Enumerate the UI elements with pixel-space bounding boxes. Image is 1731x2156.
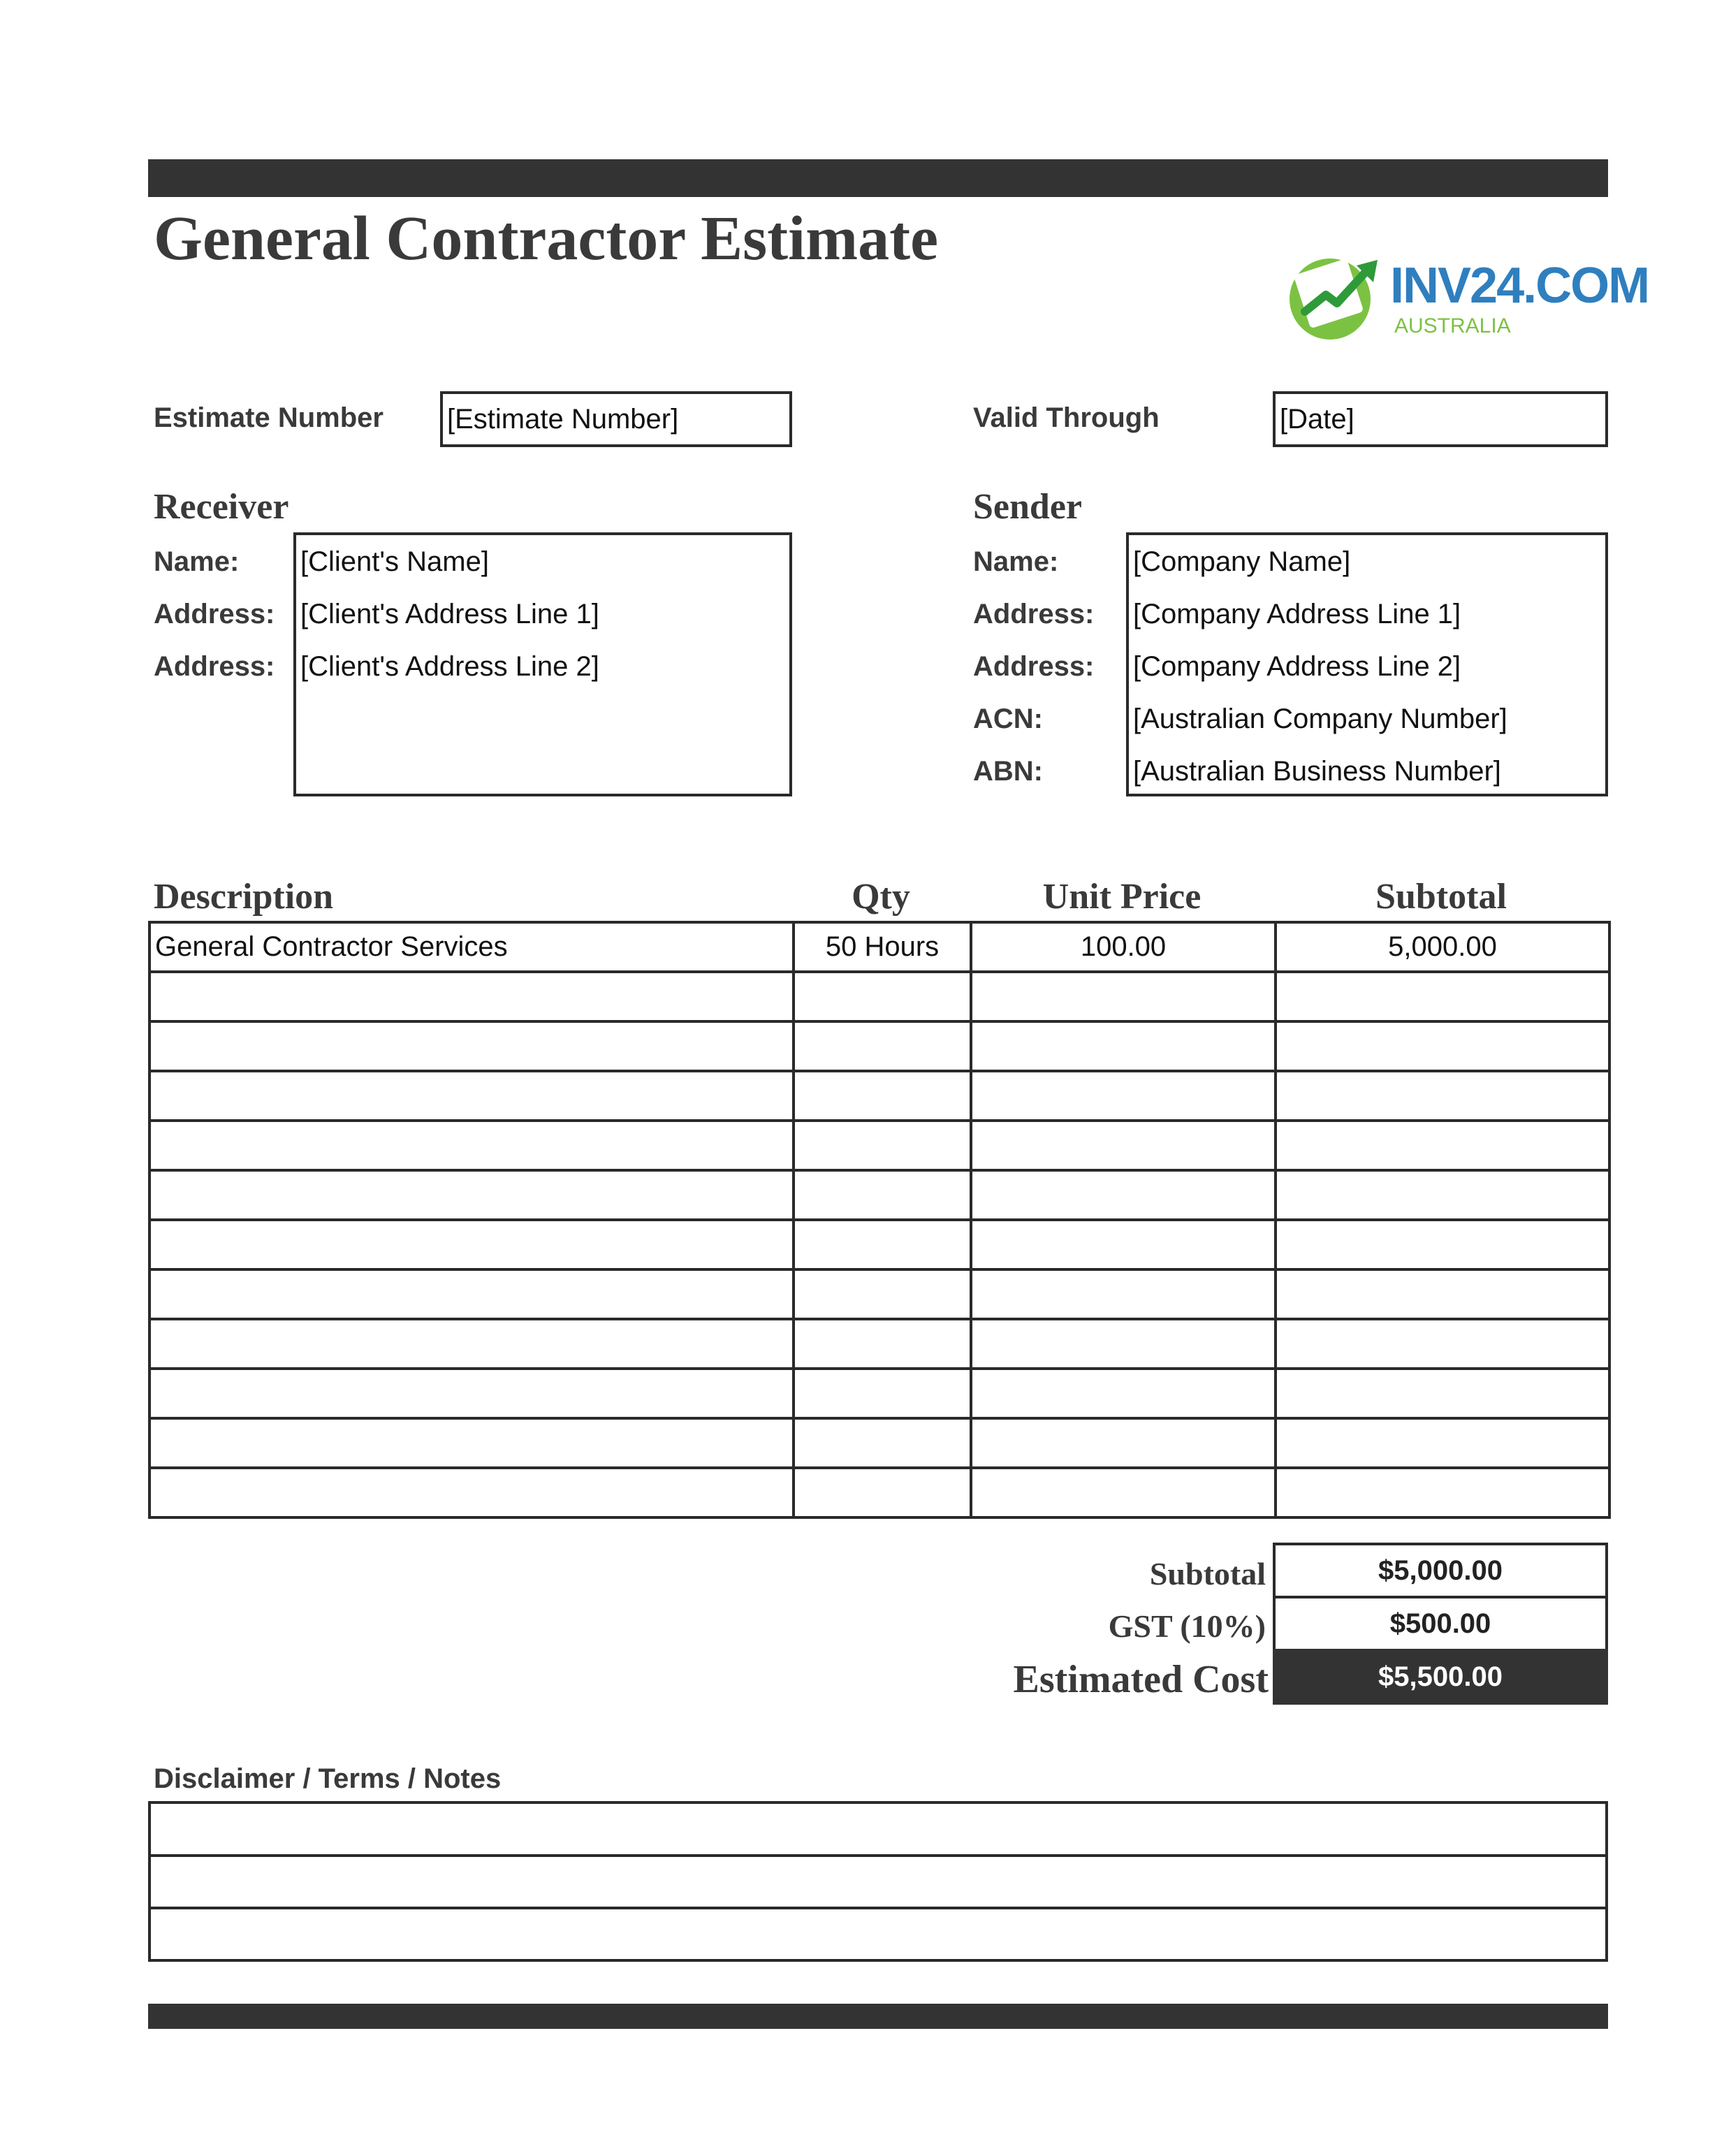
- item-subtotal[interactable]: [1276, 1220, 1609, 1269]
- item-unit-price[interactable]: [971, 1468, 1276, 1517]
- item-description[interactable]: General Contractor Services: [149, 922, 794, 972]
- item-description[interactable]: [149, 1121, 794, 1170]
- gst-label: GST (10%): [1108, 1608, 1266, 1644]
- item-subtotal[interactable]: [1276, 972, 1609, 1021]
- col-header-qty: Qty: [852, 877, 910, 917]
- estimated-cost-label: Estimated Cost: [1013, 1658, 1269, 1701]
- sender-address1-label: Address:: [973, 599, 1095, 629]
- item-description[interactable]: [149, 1319, 794, 1369]
- table-row: [149, 1121, 1609, 1170]
- item-unit-price[interactable]: [971, 1071, 1276, 1121]
- table-row: [149, 1468, 1609, 1517]
- table-row: [149, 1071, 1609, 1121]
- item-qty[interactable]: [794, 1071, 971, 1121]
- logo-icon: [1284, 245, 1389, 342]
- item-unit-price[interactable]: [971, 1418, 1276, 1468]
- item-subtotal[interactable]: [1276, 1071, 1609, 1121]
- table-row: [149, 1170, 1609, 1220]
- logo-text: INV24.COM: [1390, 258, 1649, 314]
- table-row: [149, 1369, 1609, 1418]
- item-qty[interactable]: [794, 1170, 971, 1220]
- item-subtotal[interactable]: [1276, 1021, 1609, 1071]
- item-qty[interactable]: [794, 1369, 971, 1418]
- notes-divider: [151, 1907, 1605, 1909]
- item-description[interactable]: [149, 1468, 794, 1517]
- estimate-number-field[interactable]: [440, 391, 792, 447]
- notes-heading: Disclaimer / Terms / Notes: [154, 1763, 502, 1794]
- top-bar: [148, 159, 1608, 197]
- item-qty[interactable]: [794, 1220, 971, 1269]
- item-subtotal[interactable]: [1276, 1468, 1609, 1517]
- table-row: [149, 1220, 1609, 1269]
- item-unit-price[interactable]: [971, 1121, 1276, 1170]
- item-subtotal[interactable]: [1276, 1369, 1609, 1418]
- item-description[interactable]: [149, 1369, 794, 1418]
- subtotal-value: $5,000.00: [1273, 1543, 1608, 1598]
- estimated-cost-value: $5,500.00: [1273, 1649, 1608, 1705]
- valid-through-label: Valid Through: [973, 402, 1160, 433]
- item-qty[interactable]: [794, 1319, 971, 1369]
- item-subtotal[interactable]: [1276, 1121, 1609, 1170]
- col-header-description: Description: [154, 877, 334, 917]
- receiver-address1-label: Address:: [154, 599, 275, 629]
- receiver-heading: Receiver: [154, 487, 289, 527]
- table-row: [149, 972, 1609, 1021]
- notes-box[interactable]: [148, 1801, 1608, 1962]
- sender-name-label: Name:: [973, 546, 1059, 577]
- company-logo: [1284, 245, 1649, 349]
- receiver-address2-value[interactable]: [Client's Address Line 2]: [300, 651, 599, 682]
- receiver-name-value[interactable]: [Client's Name]: [300, 546, 489, 577]
- sender-abn-label: ABN:: [973, 756, 1043, 787]
- col-header-unit-price: Unit Price: [1042, 877, 1202, 917]
- estimate-number-value: [Estimate Number]: [447, 404, 679, 435]
- item-description[interactable]: [149, 1269, 794, 1319]
- valid-through-field[interactable]: [1273, 391, 1608, 447]
- item-unit-price[interactable]: [971, 1369, 1276, 1418]
- item-subtotal[interactable]: 5,000.00: [1276, 922, 1609, 972]
- item-description[interactable]: [149, 1021, 794, 1071]
- item-unit-price[interactable]: [971, 1170, 1276, 1220]
- item-qty[interactable]: [794, 972, 971, 1021]
- table-row: [149, 1269, 1609, 1319]
- document-title: General Contractor Estimate: [154, 204, 939, 273]
- item-subtotal[interactable]: [1276, 1269, 1609, 1319]
- table-row: [149, 922, 1609, 972]
- sender-name-value[interactable]: [Company Name]: [1133, 546, 1351, 577]
- item-subtotal[interactable]: [1276, 1319, 1609, 1369]
- item-description[interactable]: [149, 1170, 794, 1220]
- item-unit-price[interactable]: [971, 1319, 1276, 1369]
- receiver-name-label: Name:: [154, 546, 240, 577]
- table-row: [149, 1418, 1609, 1468]
- item-description[interactable]: [149, 1418, 794, 1468]
- receiver-address2-label: Address:: [154, 651, 275, 682]
- item-subtotal[interactable]: [1276, 1170, 1609, 1220]
- item-unit-price[interactable]: [971, 1269, 1276, 1319]
- item-qty[interactable]: [794, 1021, 971, 1071]
- subtotal-label: Subtotal: [1149, 1556, 1266, 1591]
- estimate-number-label: Estimate Number: [154, 402, 384, 433]
- item-qty[interactable]: [794, 1468, 971, 1517]
- sender-address2-value[interactable]: [Company Address Line 2]: [1133, 651, 1461, 682]
- item-description[interactable]: [149, 972, 794, 1021]
- sender-address1-value[interactable]: [Company Address Line 1]: [1133, 599, 1461, 629]
- item-subtotal[interactable]: [1276, 1418, 1609, 1468]
- logo-subtext: AUSTRALIA: [1394, 314, 1511, 337]
- item-description[interactable]: [149, 1071, 794, 1121]
- item-qty[interactable]: [794, 1269, 971, 1319]
- sender-address2-label: Address:: [973, 651, 1095, 682]
- table-row: [149, 1319, 1609, 1369]
- item-description[interactable]: [149, 1220, 794, 1269]
- item-qty[interactable]: [794, 1418, 971, 1468]
- item-unit-price[interactable]: [971, 1021, 1276, 1071]
- item-qty[interactable]: 50 Hours: [794, 922, 971, 972]
- line-items-table: [148, 921, 1611, 1519]
- item-unit-price[interactable]: [971, 972, 1276, 1021]
- table-row: [149, 1021, 1609, 1071]
- gst-value: $500.00: [1273, 1596, 1608, 1652]
- sender-abn-value[interactable]: [Australian Business Number]: [1133, 756, 1501, 787]
- bottom-bar: [148, 2004, 1608, 2029]
- col-header-subtotal: Subtotal: [1375, 877, 1507, 917]
- sender-heading: Sender: [973, 487, 1082, 527]
- item-unit-price[interactable]: 100.00: [971, 922, 1276, 972]
- sender-acn-label: ACN:: [973, 704, 1043, 734]
- sender-acn-value[interactable]: [Australian Company Number]: [1133, 704, 1507, 734]
- valid-through-value: [Date]: [1280, 404, 1354, 435]
- item-unit-price[interactable]: [971, 1220, 1276, 1269]
- item-qty[interactable]: [794, 1121, 971, 1170]
- notes-divider: [151, 1854, 1605, 1857]
- receiver-address1-value[interactable]: [Client's Address Line 1]: [300, 599, 599, 629]
